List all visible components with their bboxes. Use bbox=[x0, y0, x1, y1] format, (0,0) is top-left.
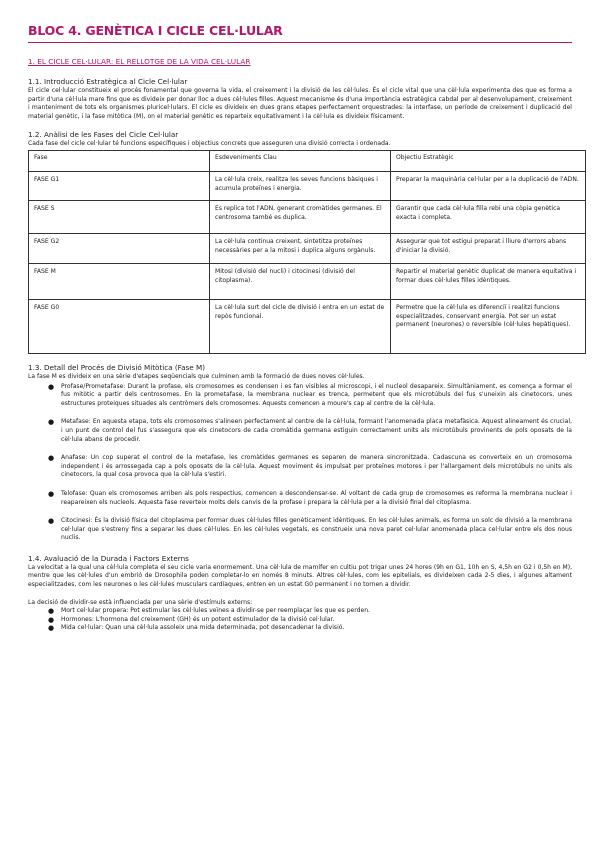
subsection-heading-duration: 1.4. Avaluació de la Durada i Factors Externs bbox=[28, 553, 189, 563]
table-header-cell: Objectiu Estratègic bbox=[391, 150, 586, 171]
table-cell-events: La cèl·lula surt del cicle de divisió i entra en un estat de repòs funcional. bbox=[210, 299, 391, 353]
mitosis-intro-paragraph: La fase M es divideix en una sèrie d'etapes seqüencials que culminen amb la formació de dues noves cèl·lules. bbox=[28, 372, 365, 380]
table-header-cell: Fase bbox=[29, 150, 210, 171]
table-header-row bbox=[29, 150, 586, 171]
table-row bbox=[29, 299, 586, 353]
list-item bbox=[28, 418, 572, 444]
table-cell-events: La cèl·lula creix, realitza les seves funcions bàsiques i acumula proteïnes i energia. bbox=[210, 171, 391, 200]
table-cell-phase: FASE S bbox=[29, 200, 210, 233]
list-item bbox=[28, 383, 572, 409]
phases-intro-paragraph: Cada fase del cicle cel·lular té funcions específiques i objectius concrets que asseguren una divisió correcta i ordenada. bbox=[28, 140, 391, 148]
table-header-cell: Esdeveniments Clau bbox=[210, 150, 391, 171]
bullet-icon: ● bbox=[48, 517, 55, 526]
table-cell-phase: FASE G2 bbox=[29, 233, 210, 263]
list-item-text: Metafase: En aquesta etapa, tots els cromosomes s'alineen perfectament al centre de la cèl·lula, formant l'anomenada placa metafàsica. Aquest alineament és crucial, i un punt de control del fus s'assegura que els cinetocors de cada cromàtida germana estiguin correctament units als microtúbuls provinents de pols oposats de la cèl·lula abans de procedir. bbox=[61, 418, 572, 443]
table-cell-phase: FASE G0 bbox=[29, 299, 210, 353]
list-item bbox=[28, 607, 572, 616]
bullet-icon: ● bbox=[48, 382, 55, 391]
list-item-text: Mort cel·lular propera: Pot estimular les cèl·lules veïnes a dividir-se per reemplaçar les que es perden. bbox=[61, 607, 370, 615]
list-item bbox=[28, 624, 572, 633]
page-title: BLOC 4. GENÈTICA I CICLE CEL·LULAR bbox=[28, 23, 283, 38]
table-cell-objective: Permetre que la cèl·lula es diferenciï i realitzi funcions especialitzades, conservant energia. Pot ser un estat permanent (neurones) o reversible (cèl·lules hepàtiques). bbox=[391, 299, 586, 353]
mitosis-stages-list bbox=[28, 383, 572, 543]
table-row bbox=[29, 263, 586, 299]
table-cell-objective: Assegurar que tot estigui preparat i lliure d'errors abans d'iniciar la divisió. bbox=[391, 233, 586, 263]
table-row bbox=[29, 200, 586, 233]
bullet-icon: ● bbox=[48, 615, 55, 624]
list-item bbox=[28, 490, 572, 507]
table-cell-phase: FASE G1 bbox=[29, 171, 210, 200]
external-factors-list bbox=[28, 607, 572, 633]
bullet-icon: ● bbox=[48, 607, 55, 616]
table-cell-objective: Garantir que cada cèl·lula filla rebi una còpia genètica exacta i completa. bbox=[391, 200, 586, 233]
table-row bbox=[29, 233, 586, 263]
document-page bbox=[28, 22, 579, 633]
list-item-text: Telofase: Quan els cromosomes arriben als pols respectius, comencen a descondensar-se. Al voltant de cada grup de cromosomes es reforma la membrana nuclear i reapareixen els nucleols. Aquesta fase reverteix molts dels canvis de la profase i prepara la cèl·lula per a la divisió final del citoplasma. bbox=[61, 489, 572, 506]
table-cell-phase: FASE M bbox=[29, 263, 210, 299]
phases-table bbox=[28, 150, 586, 354]
subsection-heading-mitosis: 1.3. Detall del Procés de Divisió Mitòtica (Fase M) bbox=[28, 362, 206, 372]
bullet-icon: ● bbox=[48, 418, 55, 427]
list-item-text: Citocinesi: És la divisió física del citoplasma per formar dues cèl·lules filles genèticament idèntiques. En les cèl·lules animals, es forma un solc de divisió a la membrana cel·lular que s'estreny fins a separar les dues cèl·lules. En les cèl·lules vegetals, es construeix una nova paret cel·lular anomenada placa cel·lular entre els dos nous nuclis. bbox=[61, 517, 572, 542]
list-item-text: Anafase: Un cop superat el control de la metafase, les cromàtides germanes es separen de manera sincronitzada. Cadascuna es converteix en un cromosoma independent i és arrossegada cap a pols oposats de la cèl·lula. Aquest moviment és impulsat per proteïnes motores i per l'allargament dels microtúbuls no units als cinetocors, la qual cosa provoca que la cèl·lula s'estiri. bbox=[61, 454, 572, 479]
intro-paragraph: El cicle cel·lular constitueix el procés fonamental que governa la vida, el creixement i la divisió de les cèl·lules. És el cicle vital que una cèl·lula experimenta des que es forma a partir d'una cèl·lula mare fins que es divideix per donar lloc a dues cèl·lules filles. Aquest mecanisme és d'una importància estratègica cabdal per al desenvolupament, creixement i manteniment de tots els organismes pluricel·lulars. El cicle es divideix en dues grans etapes perfectament orquestrades: la interfase, un període de creixement i duplicació del material genètic, i la fase mitòtica (M), on el material genètic es reparteix equitativament i la cèl·lula es divideix físicament. bbox=[28, 87, 573, 120]
list-item-text: Mida cel·lular: Quan una cèl·lula assoleix una mida determinada, pot desencadenar la divisió. bbox=[61, 624, 345, 632]
list-item-text: Profase/Prometafase: Durant la profase, els cromosomes es condensen i es fan visibles al microscopi, i el nucleol desapareix. Simultàniament, es comença a formar el fus mitòtic a partir dels centrosomes. En la prometafase, la membrana nuclear es trenca, permetent que els microtúbuls del fus s'uneixin als cinetocors, unes estructures proteiques situades als centròmers dels cromosomes. Aquests comencen a moure's cap al centre de la cèl·lula. bbox=[61, 382, 572, 407]
table-cell-objective: Preparar la maquinària cel·lular per a la duplicació de l'ADN. bbox=[391, 171, 586, 200]
table-cell-events: Es replica tot l'ADN, generant cromàtides germanes. El centrosoma també es duplica. bbox=[210, 200, 391, 233]
duration-paragraph: La velocitat a la qual una cèl·lula completa el seu cicle varia enormement. Una cèl·lula de mamífer en cultiu pot trigar unes 24 hores (9h en G1, 10h en S, 4,5h en G2 i 0,5h en M), mentre que les cèl·lules d'un embrió de Drosophila poden completar-lo en només 8 minuts. Altres cèl·lules, com les epitelials, es divideixen cada 2-5 dies, i algunes altament especialitzades, com les neurones o les cèl·lules musculars cardíaques, entren en un estat G0 permanent i no tornen a dividir. bbox=[28, 563, 572, 589]
bullet-icon: ● bbox=[48, 454, 55, 463]
table-cell-events: Mitosi (divisió del nucli) i citocinesi (divisió del citoplasma). bbox=[210, 263, 391, 299]
section-heading: 1. EL CICLE CEL·LULAR: EL RELLOTGE DE LA VIDA CEL·LULAR bbox=[28, 57, 251, 66]
bullet-icon: ● bbox=[48, 489, 55, 498]
table-cell-events: La cèl·lula continua creixent, sintetitza proteïnes necessàries per a la mitosi i duplica alguns orgànuls. bbox=[210, 233, 391, 263]
factors-intro-paragraph: La decisió de dividir-se està influenciada per una sèrie d'estímuls externs: bbox=[28, 598, 253, 606]
table-row bbox=[29, 171, 586, 200]
bullet-icon: ● bbox=[48, 624, 55, 633]
subsection-heading-phases: 1.2. Anàlisi de les Fases del Cicle Cel·lular bbox=[28, 130, 179, 140]
list-item bbox=[28, 517, 572, 543]
list-item bbox=[28, 454, 572, 480]
title-divider bbox=[28, 42, 572, 43]
table-cell-objective: Repartir el material genètic duplicat de manera equitativa i formar dues cèl·lules filles idèntiques. bbox=[391, 263, 586, 299]
list-item-text: Hormones: L'hormona del creixement (GH) és un potent estimulador de la divisió cel·lular. bbox=[61, 615, 335, 623]
subsection-heading-intro: 1.1. Introducció Estratègica al Cicle Cel·lular bbox=[28, 77, 188, 86]
